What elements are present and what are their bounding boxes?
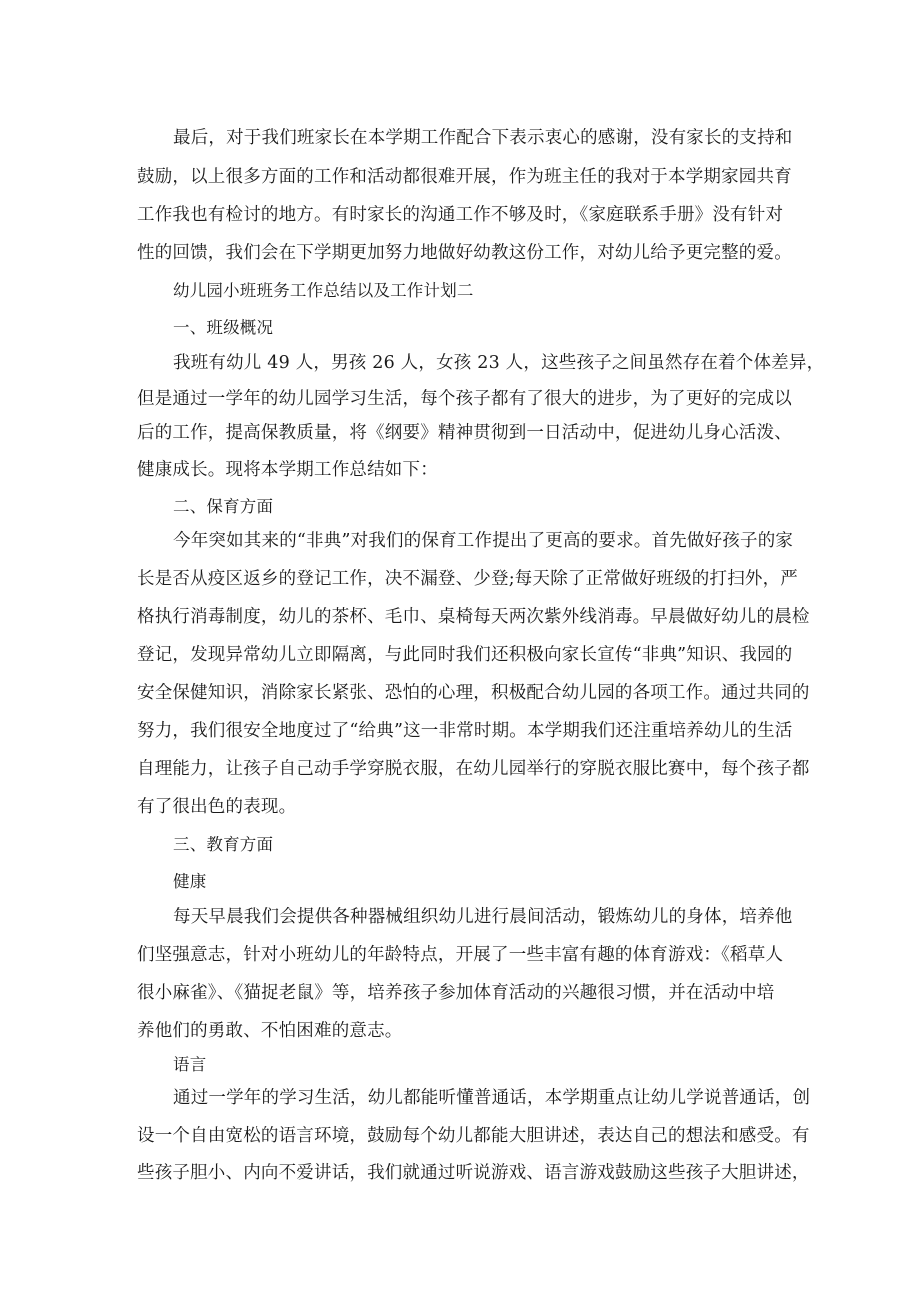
paragraph-line: 健康成长。现将本学期工作总结如下： <box>137 460 438 480</box>
paragraph-line: 工作我也有检讨的地方。有时家长的沟通工作不够及时，《家庭联系手册》没有针对 <box>137 205 784 225</box>
section-title: 幼儿园小班班务工作总结以及工作计划二 <box>173 281 474 300</box>
paragraph-line: 格执行消毒制度，幼儿的茶杯、毛巾、桌椅每天两次紫外线消毒。早晨做好幼儿的晨检 <box>137 607 810 627</box>
section-heading: 三、教育方面 <box>173 835 274 854</box>
paragraph-line: 我班有幼儿 49 人，男孩 26 人，女孩 23 人，这些孩子之间虽然存在着个体差异， <box>173 353 825 373</box>
paragraph-line: 长是否从疫区返乡的登记工作，决不漏登、少登;每天除了正常做好班级的打扫外，严 <box>137 569 798 589</box>
paragraph-line: 安全保健知识，消除家长紧张、恐怕的心理，积极配合幼儿园的各项工作。通过共同的 <box>137 683 810 703</box>
paragraph-line: 性的回馈，我们会在下学期更加努力地做好幼教这份工作，对幼儿给予更完整的爱。 <box>137 243 792 263</box>
paragraph-line: 努力，我们很安全地度过了“给典”这一非常时期。本学期我们还注重培养幼儿的生活 <box>137 721 793 741</box>
paragraph-line: 们坚强意志，针对小班幼儿的年龄特点，开展了一些丰富有趣的体育游戏：《稻草人 <box>137 945 784 965</box>
paragraph-line: 自理能力，让孩子自己动手学穿脱衣服，在幼儿园举行的穿脱衣服比赛中，每个孩子都 <box>137 759 810 779</box>
subsection-heading: 语言 <box>173 1055 207 1074</box>
paragraph-line: 些孩子胆小、内向不爱讲话，我们就通过听说游戏、语言游戏鼓励这些孩子大胆讲述， <box>137 1163 810 1183</box>
paragraph-line: 今年突如其来的“非典”对我们的保育工作提出了更高的要求。首先做好孩子的家 <box>173 531 794 551</box>
paragraph-line: 后的工作，提高保教质量，将《纲要》精神贯彻到一日活动中，促进幼儿身心活泼、 <box>137 423 792 443</box>
section-heading: 二、保育方面 <box>173 497 274 516</box>
paragraph-line: 养他们的勇敢、不怕困难的意志。 <box>137 1021 403 1041</box>
paragraph-line: 登记，发现异常幼儿立即隔离，与此同时我们还积极向家长宣传“非典”知识、我园的 <box>137 645 793 665</box>
paragraph-line: 设一个自由宽松的语言环境，鼓励每个幼儿都能大胆讲述，表达自己的想法和感受。有 <box>137 1126 810 1146</box>
paragraph-line: 但是通过一学年的幼儿园学习生活，每个孩子都有了很大的进步，为了更好的完成以 <box>137 389 792 409</box>
paragraph-line: 通过一学年的学习生活，幼儿都能听懂普通话，本学期重点让幼儿学说普通话，创 <box>173 1088 811 1108</box>
subsection-heading: 健康 <box>173 872 207 891</box>
section-heading: 一、班级概况 <box>173 318 274 337</box>
paragraph-line: 有了很出色的表现。 <box>137 797 297 817</box>
paragraph-line: 每天早晨我们会提供各种器械组织幼儿进行晨间活动，锻炼幼儿的身体，培养他 <box>173 907 793 927</box>
paragraph-line: 最后，对于我们班家长在本学期工作配合下表示衷心的感谢，没有家长的支持和 <box>173 128 793 148</box>
paragraph-line: 鼓励，以上很多方面的工作和活动都很难开展，作为班主任的我对于本学期家园共育 <box>137 167 792 187</box>
paragraph-line: 很小麻雀》、《猫捉老鼠》等，培养孩子参加体育活动的兴趣很习惯，并在活动中培 <box>137 983 775 1003</box>
